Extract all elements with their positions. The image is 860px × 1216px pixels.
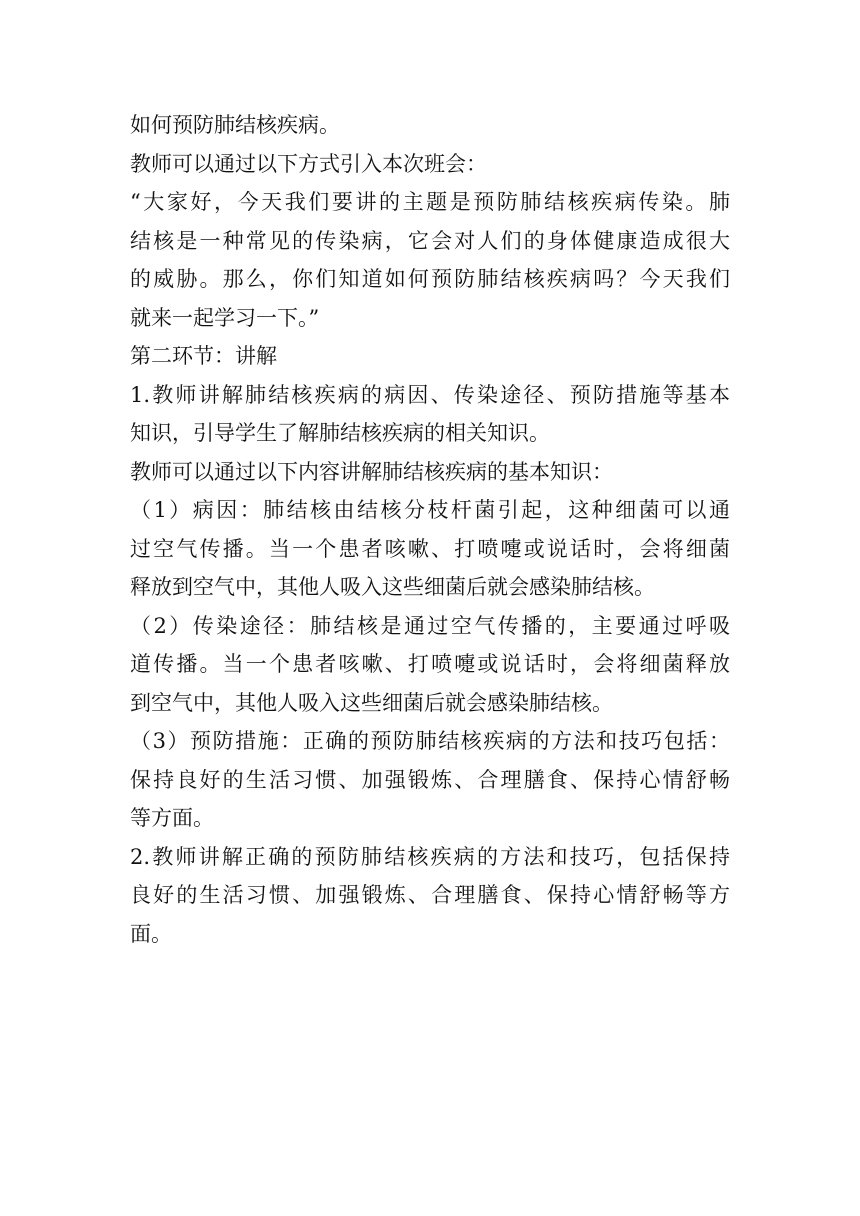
text-line: 教师可以通过以下方式引入本次班会： — [130, 151, 487, 176]
text-line: “大家好，今天我们要讲的主题是预防肺结核疾病传染。肺 — [130, 190, 730, 214]
document-body — [130, 106, 730, 953]
text-line: （3）预防措施：正确的预防肺结核疾病的方法和技巧包括： — [130, 729, 730, 753]
text-line: 过空气传播。当一个患者咳嗽、打喷嚏或说话时，会将细菌 — [130, 536, 730, 561]
text-line: 2.教师讲解正确的预防肺结核疾病的方法和技巧，包括保持 — [130, 844, 730, 869]
text-line: 等方面。 — [130, 806, 214, 830]
text-line: 良好的生活习惯、加强锻炼、合理膳食、保持心情舒畅等方 — [130, 883, 730, 907]
text-line: 道传播。当一个患者咳嗽、打喷嚏或说话时，会将细菌释放 — [130, 652, 730, 676]
text-line: 保持良好的生活习惯、加强锻炼、合理膳食、保持心情舒畅 — [130, 767, 730, 792]
text-line: 知识，引导学生了解肺结核疾病的相关知识。 — [130, 421, 550, 445]
text-line: 释放到空气中，其他人吸入这些细菌后就会感染肺结核。 — [130, 575, 655, 599]
text-line: 就来一起学习一下。” — [130, 305, 320, 330]
text-line: 的威胁。那么，你们知道如何预防肺结核疾病吗？今天我们 — [130, 267, 730, 291]
text-line: 1.教师讲解肺结核疾病的病因、传染途径、预防措施等基本 — [130, 382, 730, 407]
text-line: （1）病因：肺结核由结核分枝杆菌引起，这种细菌可以通 — [130, 498, 730, 522]
text-line: 面。 — [130, 921, 172, 946]
text-line: 结核是一种常见的传染病，它会对人们的身体健康造成很大 — [130, 228, 730, 253]
text-line: 如何预防肺结核疾病。 — [130, 113, 340, 137]
text-line: 教师可以通过以下内容讲解肺结核疾病的基本知识： — [130, 459, 613, 484]
section-heading: 第二环节：讲解 — [130, 344, 277, 368]
text-line: （2）传染途径：肺结核是通过空气传播的，主要通过呼吸 — [130, 613, 730, 638]
text-line: 到空气中，其他人吸入这些细菌后就会感染肺结核。 — [130, 690, 613, 715]
